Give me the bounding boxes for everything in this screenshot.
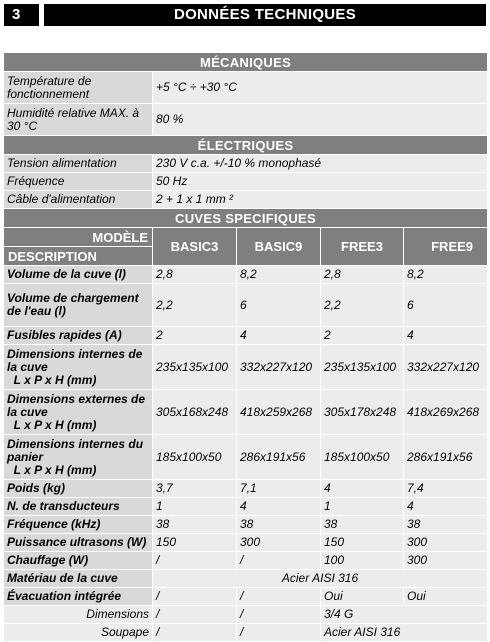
cell-value: 6 (237, 284, 321, 327)
row-label: Poids (kg) (4, 480, 153, 498)
row-label-evacuation: Évacuation intégrée (4, 588, 153, 606)
cell-value: 4 (237, 498, 321, 516)
row-value-cable: 2 + 1 x 1 mm ² (153, 191, 488, 209)
table-row (4, 345, 488, 390)
model-header-free9: FREE9 (404, 228, 488, 266)
row-label-cable: Câble d'alimentation (4, 191, 153, 209)
cell-value: / (237, 606, 321, 624)
cell-value: 150 (153, 534, 237, 552)
cell-value: 332x227x120 (404, 345, 488, 390)
cell-value: 4 (404, 327, 488, 345)
cell-value: Oui (404, 588, 488, 606)
mecaniques-header: MÉCANIQUES (4, 53, 488, 72)
cell-value: 300 (404, 534, 488, 552)
table-row (4, 570, 488, 588)
cell-value: / (153, 606, 237, 624)
row-label: Volume de la cuve (l) (4, 266, 153, 284)
cell-value: 4 (237, 327, 321, 345)
cell-value: / (153, 624, 237, 642)
cell-value: 4 (404, 498, 488, 516)
section-number: 3 (12, 6, 21, 23)
cell-value: 286x191x56 (404, 435, 488, 480)
cell-value: 418x269x268 (404, 390, 488, 435)
row-label: N. de transducteurs (4, 498, 153, 516)
table-row (4, 534, 488, 552)
row-value-humidity: 80 % (153, 104, 488, 136)
cell-value: 3,7 (153, 480, 237, 498)
section-header (4, 4, 486, 26)
technical-data-table (3, 52, 488, 642)
row-label-humidity: Humidité relative MAX. à 30 °C (4, 104, 153, 136)
table-row (4, 435, 488, 480)
table-row (4, 606, 488, 624)
model-header-basic3: BASIC3 (153, 228, 237, 266)
table-row (4, 516, 488, 534)
cell-value: 7,1 (237, 480, 321, 498)
section-title: DONNÉES TECHNIQUES (173, 6, 357, 23)
table-row (4, 266, 488, 284)
row-label-temperature: Température de fonctionnement (4, 72, 153, 104)
row-label: Dimensions internes du panier L x P x H (mm) (4, 435, 153, 480)
cell-value: 2 (321, 327, 404, 345)
cell-value: 2,8 (153, 266, 237, 284)
cell-value: 2,8 (321, 266, 404, 284)
cell-value: Acier AISI 316 (321, 624, 488, 642)
model-header-basic9: BASIC9 (237, 228, 321, 266)
row-label-soupape: Soupape (4, 624, 153, 642)
cell-value: 100 (321, 552, 404, 570)
row-label: Fréquence (kHz) (4, 516, 153, 534)
row-label-frequence: Fréquence (4, 173, 153, 191)
cell-value: 4 (321, 480, 404, 498)
cell-value: 185x100x50 (321, 435, 404, 480)
cell-value: 38 (404, 516, 488, 534)
table-row (4, 390, 488, 435)
cell-value: 38 (153, 516, 237, 534)
cell-value: / (153, 588, 237, 606)
cell-value: 235x135x100 (321, 345, 404, 390)
cell-value: 235x135x100 (153, 345, 237, 390)
cell-value: 7,4 (404, 480, 488, 498)
row-label-materiau: Matériau de la cuve (4, 570, 153, 588)
cell-value: 2 (153, 327, 237, 345)
row-sublabel: L x P x H (mm) (13, 417, 97, 432)
row-label-dimensions: Dimensions (4, 606, 153, 624)
row-value-tension: 230 V c.a. +/-10 % monophasé (153, 155, 488, 173)
row-label: Fusibles rapides (A) (4, 327, 153, 345)
cell-value: 300 (404, 552, 488, 570)
electriques-header: ÉLECTRIQUES (4, 136, 488, 155)
cell-value: / (237, 588, 321, 606)
cell-value: 150 (321, 534, 404, 552)
cell-value: 3/4 G (321, 606, 488, 624)
row-value-temperature: +5 °C ÷ +30 °C (153, 72, 488, 104)
row-label-tension: Tension alimentation (4, 155, 153, 173)
cell-value: 332x227x120 (237, 345, 321, 390)
cell-value: 38 (321, 516, 404, 534)
cell-value: 418x259x268 (237, 390, 321, 435)
row-sublabel: L x P x H (mm) (13, 372, 97, 387)
table-row (4, 327, 488, 345)
cell-value: 185x100x50 (153, 435, 237, 480)
table-row (4, 552, 488, 570)
cell-value: 305x168x248 (153, 390, 237, 435)
modele-header: MODÈLE (4, 228, 153, 247)
cell-value: 38 (237, 516, 321, 534)
row-label: Puissance ultrasons (W) (4, 534, 153, 552)
row-label: Chauffage (W) (4, 552, 153, 570)
table-row (4, 480, 488, 498)
table-row (4, 284, 488, 327)
cell-value-materiau: Acier AISI 316 (153, 570, 488, 588)
cell-value: 8,2 (404, 266, 488, 284)
row-label: Dimensions internes de la cuve L x P x H (mm) (4, 345, 153, 390)
cell-value: 1 (153, 498, 237, 516)
table-row (4, 498, 488, 516)
row-label: Volume de chargement de l'eau (l) (4, 284, 153, 327)
cuves-header: CUVES SPECIFIQUES (4, 209, 488, 228)
cell-value: 305x178x248 (321, 390, 404, 435)
cell-value: / (237, 552, 321, 570)
cell-value: 300 (237, 534, 321, 552)
cell-value: 8,2 (237, 266, 321, 284)
model-header-free3: FREE3 (321, 228, 404, 266)
description-header: DESCRIPTION (4, 247, 153, 266)
cell-value: / (153, 552, 237, 570)
cell-value: / (237, 624, 321, 642)
cell-value: 2,2 (153, 284, 237, 327)
table-row (4, 588, 488, 606)
cell-value: 286x191x56 (237, 435, 321, 480)
cell-value: 1 (321, 498, 404, 516)
row-value-frequence: 50 Hz (153, 173, 488, 191)
cell-value: 2,2 (321, 284, 404, 327)
cell-value: 6 (404, 284, 488, 327)
cell-value: Oui (321, 588, 404, 606)
row-label: Dimensions externes de la cuve L x P x H (mm) (4, 390, 153, 435)
row-sublabel: L x P x H (mm) (13, 462, 97, 477)
table-row (4, 624, 488, 642)
